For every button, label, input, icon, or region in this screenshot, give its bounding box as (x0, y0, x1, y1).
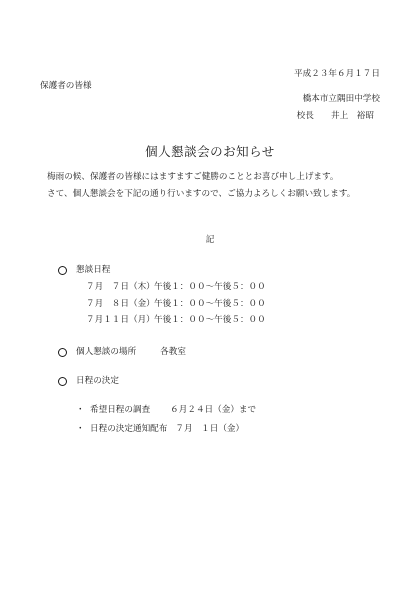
issue-date: 平成２３年６月１７日 (294, 69, 380, 79)
bullet-icon: ・ (76, 405, 85, 415)
signer-name: 校長 井上 裕昭 (296, 111, 374, 121)
section-location (58, 348, 186, 357)
section-heading: 個人懇談の場所 (76, 347, 137, 358)
schedule-row (86, 283, 266, 292)
bullet-icon: ・ (76, 424, 85, 434)
item-value: ７月 １日（金） (175, 424, 245, 434)
greeting-line-1: 梅雨の候、保護者の皆様にはますますご健勝のこととお喜び申し上げます。 (47, 172, 339, 182)
schedule-time: 午後１：００～午後５：００ (154, 299, 266, 309)
item-value: ６月２４日（金）まで (170, 405, 257, 415)
schedule-date: ７月 ７日（木） (86, 282, 155, 292)
greeting-line-2: さて、個人懇談会を下記の通り行いますので、ご協力よろしくお願い致します。 (47, 189, 356, 199)
schedule-date: ７月１１日（月） (86, 315, 155, 325)
list-item (76, 406, 256, 415)
item-label: 日程の決定通知配布 (90, 424, 168, 434)
schedule-row (86, 316, 266, 325)
section-decision (58, 377, 119, 386)
section-heading: 日程の決定 (76, 376, 119, 387)
document-title: 個人懇談会のお知らせ (145, 144, 275, 159)
ki-heading: 記 (205, 235, 215, 245)
addressee: 保護者の皆様 (40, 81, 92, 91)
list-item (76, 425, 244, 434)
section-heading: 懇談日程 (76, 265, 111, 276)
circle-icon (58, 377, 67, 386)
schedule-time: 午後１：００～午後５：００ (154, 282, 266, 292)
schedule-time: 午後１：００～午後５：００ (154, 315, 266, 325)
section-schedule (58, 266, 110, 275)
schedule-row (86, 300, 266, 309)
location-value: 各教室 (160, 347, 186, 358)
schedule-date: ７月 ８日（金） (86, 299, 155, 309)
school-name: 橋本市立隅田中学校 (302, 94, 380, 104)
circle-icon (58, 266, 67, 275)
item-label: 希望日程の調査 (90, 405, 151, 415)
circle-icon (58, 348, 67, 357)
